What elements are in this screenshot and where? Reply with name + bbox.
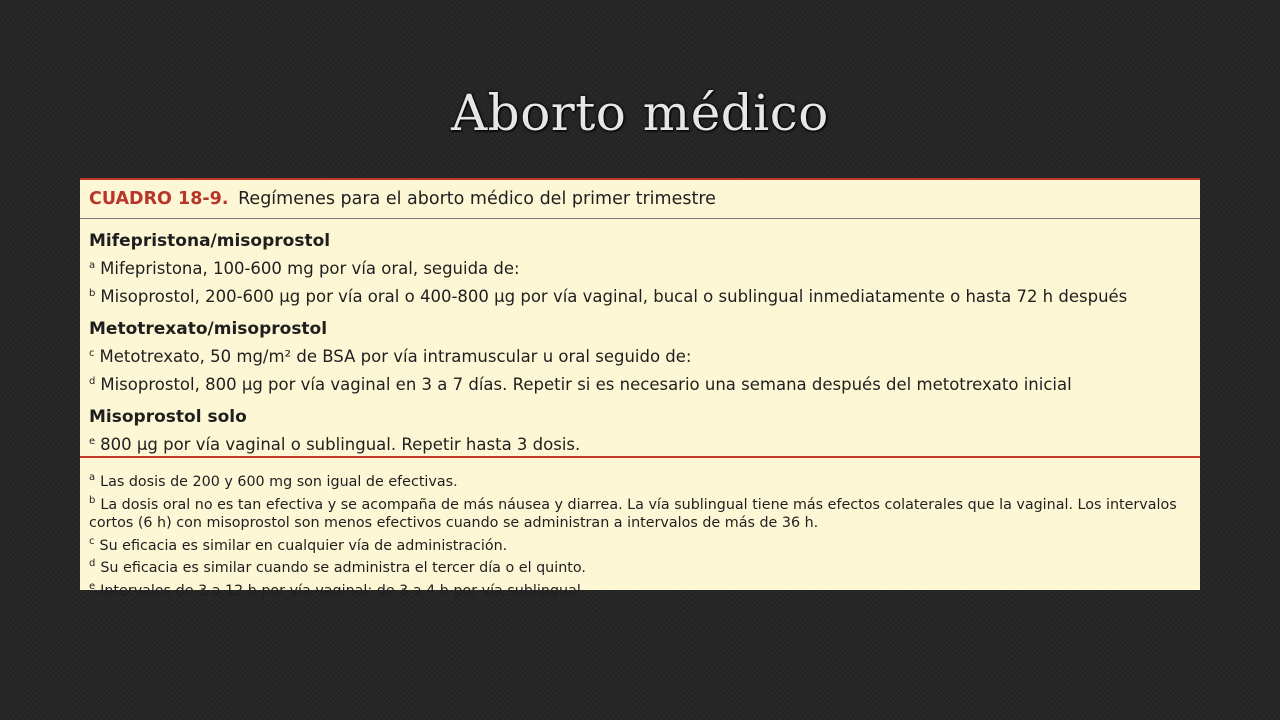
footnote-text: Las dosis de 200 y 600 mg son igual de efectivas.: [100, 474, 458, 490]
footnote-marker: b: [89, 494, 96, 506]
slide-title: Aborto médico: [451, 84, 829, 142]
row-text: Misoprostol, 200-600 μg por vía oral o 400-800 μg por vía vaginal, bucal o sublingual inmediatamente o hasta 72 h después: [100, 287, 1128, 306]
regimen-row: [89, 341, 1189, 369]
regimen-row: [89, 253, 1189, 281]
footnote-marker: d: [89, 558, 96, 569]
row-marker: c: [89, 348, 95, 359]
table-caption: [89, 189, 716, 209]
footnote: [89, 533, 1189, 556]
footnote-marker: c: [89, 535, 95, 547]
footnote-text: Su eficacia es similar cuando se administra el tercer día o el quinto.: [100, 560, 586, 576]
section-heading-metotrexato: Metotrexato/misoprostol: [89, 319, 328, 339]
footnote: [89, 492, 1189, 533]
footnote-text: La dosis oral no es tan efectiva y se acompaña de más náusea y diarrea. La vía sublingual tiene más efectos colaterales que la vaginal. Los intervalos cortos (6 h) con misoprostol son menos efectivos cuando se administran a intervalos de más de 36 h.: [89, 496, 1177, 531]
table-caption-number: CUADRO 18-9.: [89, 189, 229, 209]
footnote: [89, 555, 1189, 578]
footnote: [89, 578, 1189, 601]
regimen-row: [89, 281, 1189, 309]
table-body: [89, 229, 1189, 457]
table-caption-text: Regímenes para el aborto médico del primer trimestre: [238, 189, 716, 209]
section-heading-misoprostol-solo: Misoprostol solo: [89, 407, 247, 427]
caption-divider: [80, 218, 1200, 219]
row-marker: e: [89, 436, 96, 447]
footnote-marker: e: [89, 580, 96, 592]
row-marker: d: [89, 376, 96, 387]
table-footnotes: [89, 469, 1189, 600]
row-text: Metotrexato, 50 mg/m² de BSA por vía intramuscular u oral seguido de:: [99, 347, 692, 366]
row-text: Mifepristona, 100-600 mg por vía oral, seguida de:: [100, 259, 520, 278]
row-text: 800 μg por vía vaginal o sublingual. Repetir hasta 3 dosis.: [100, 435, 581, 454]
row-marker: b: [89, 288, 96, 299]
regimen-row: [89, 369, 1189, 397]
regimen-table: [80, 178, 1200, 599]
section-heading-mifepristona: Mifepristona/misoprostol: [89, 231, 331, 251]
regimen-row: [89, 429, 1189, 457]
footnote-text: Su eficacia es similar en cualquier vía de administración.: [99, 537, 508, 554]
row-text: Misoprostol, 800 μg por vía vaginal en 3 a 7 días. Repetir si es necesario una semana después del metotrexato inicial: [100, 375, 1072, 394]
row-marker: a: [89, 260, 96, 271]
footnote: [89, 469, 1189, 492]
footnote-divider: [80, 456, 1200, 458]
footnote-marker: a: [89, 472, 96, 483]
footnote-text: Intervalos de 3 a 12 h por vía vaginal; de 3 a 4 h por vía sublingual.: [100, 582, 586, 599]
